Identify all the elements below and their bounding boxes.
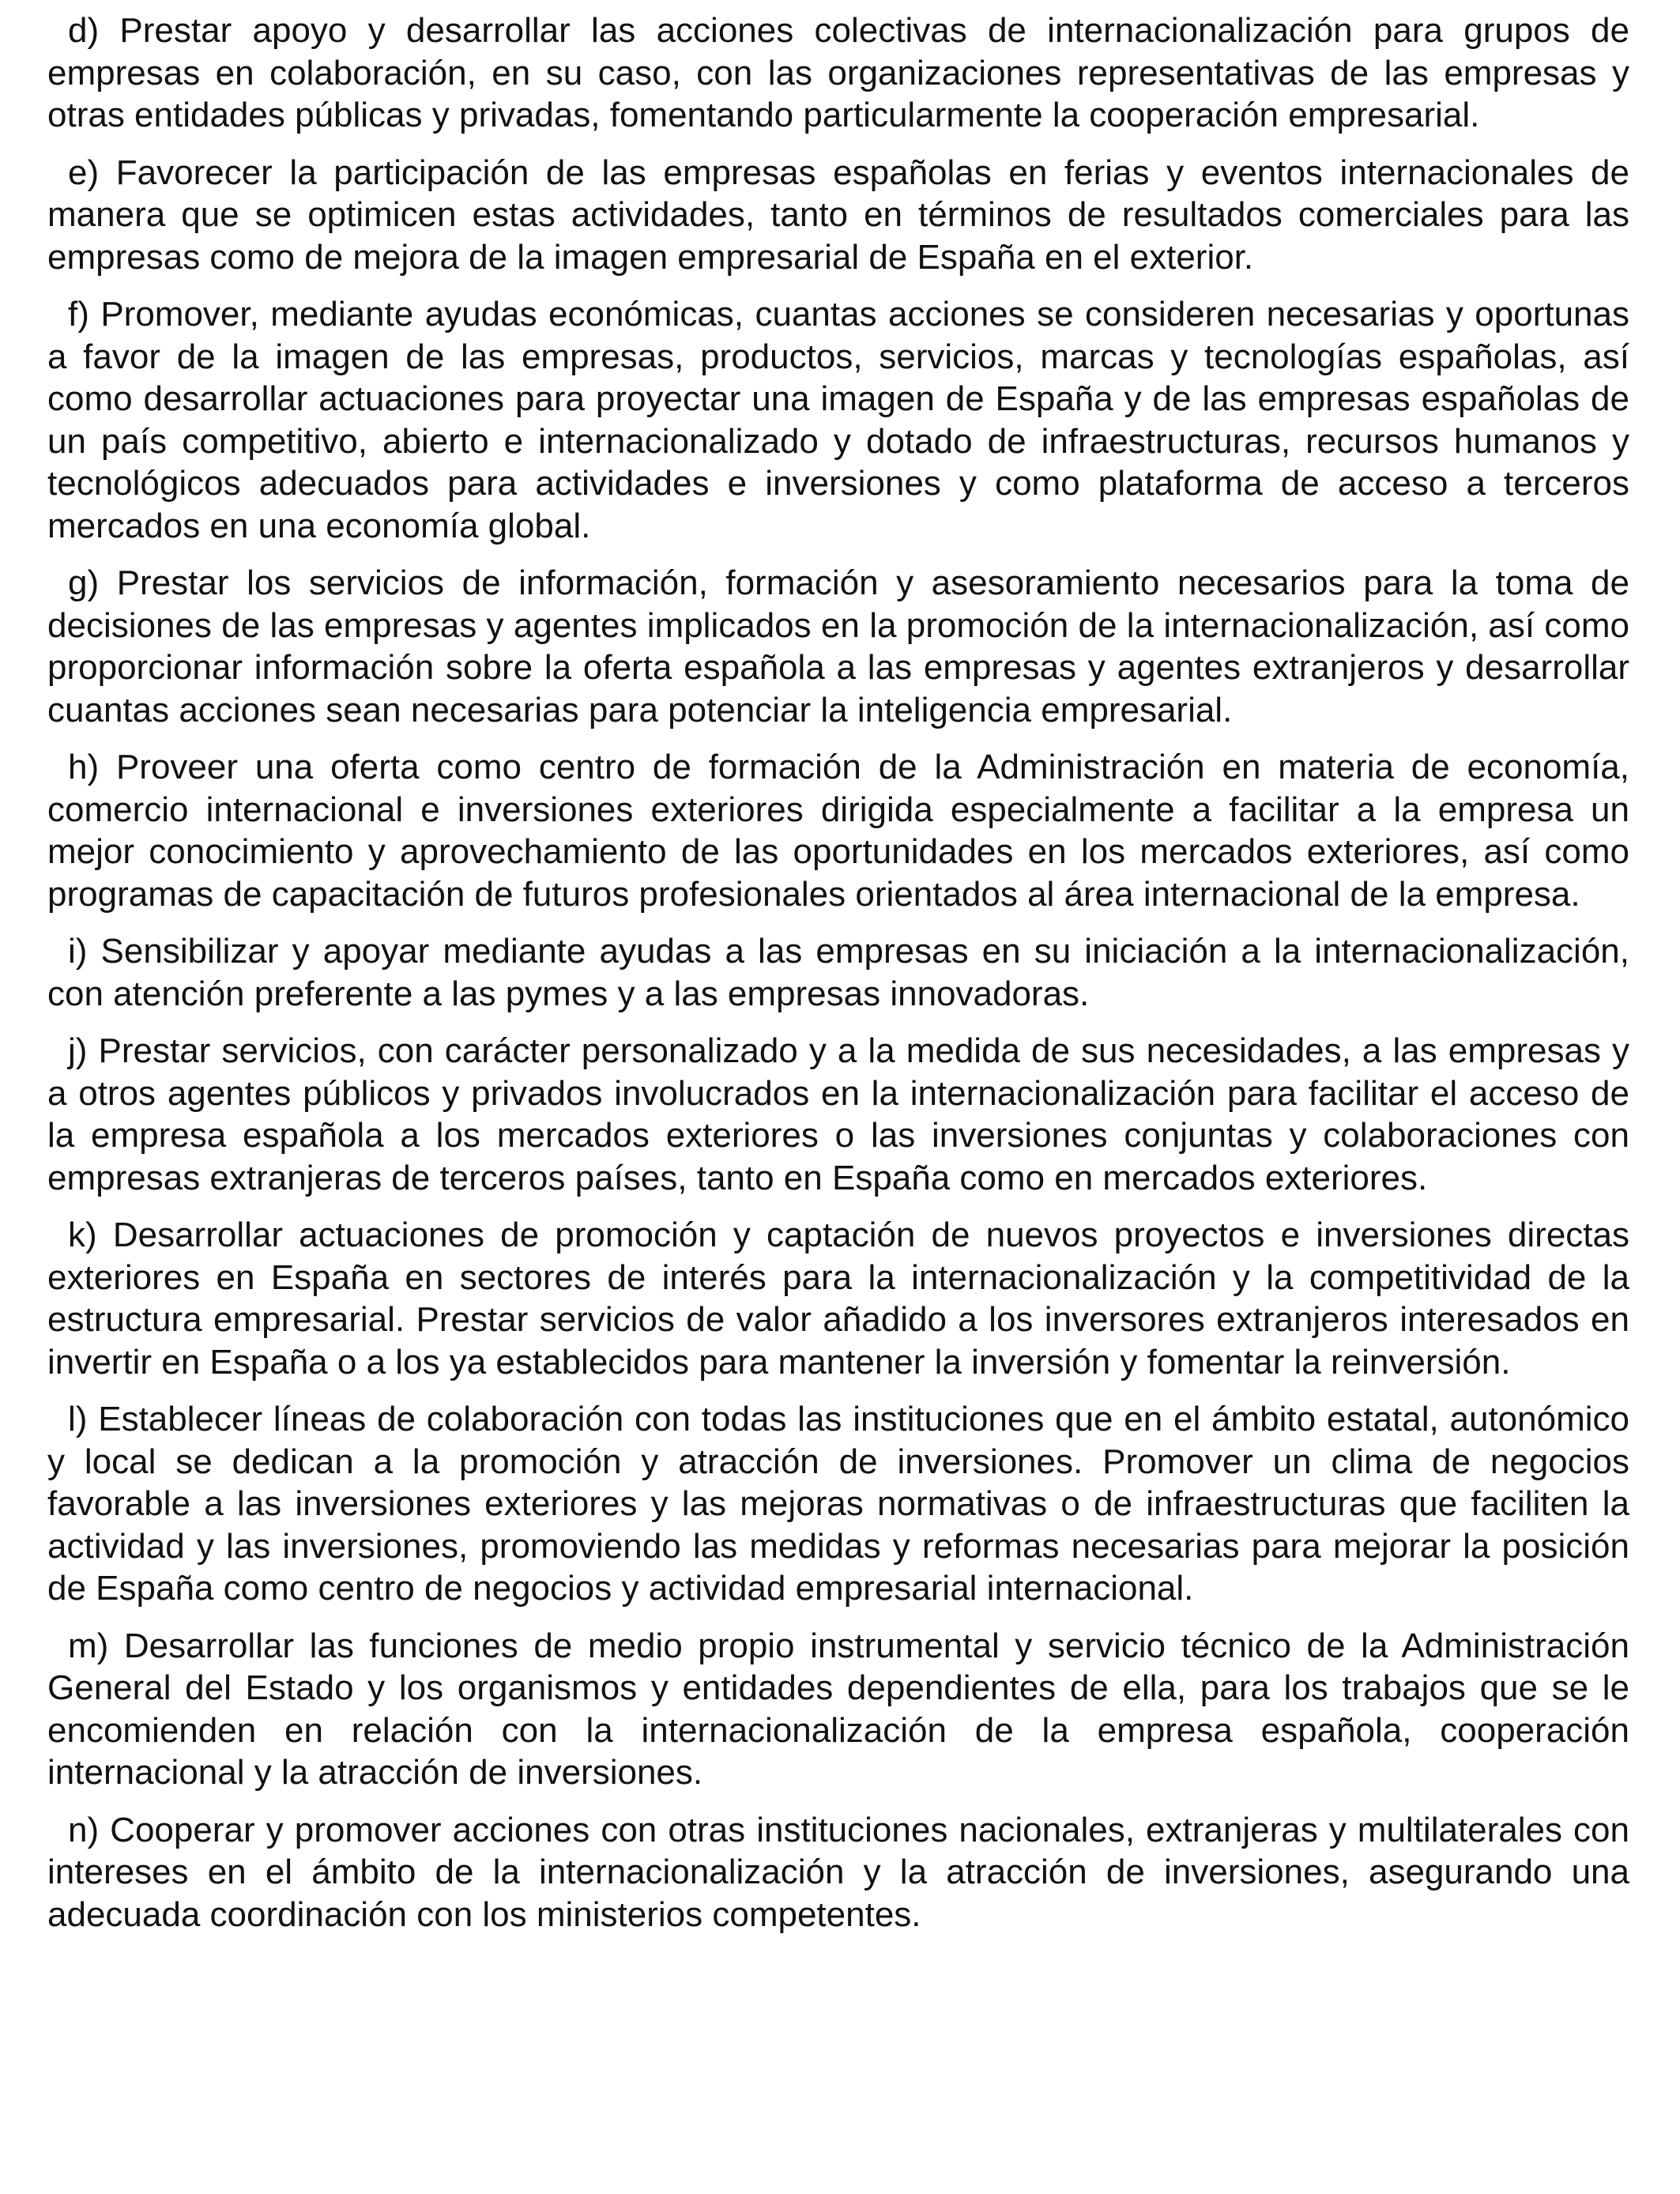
- item-label: j): [68, 1031, 88, 1070]
- paragraph-g: [47, 562, 1629, 731]
- item-text: Prestar los servicios de información, formación y asesoramiento necesarios para la toma de decisiones de las empresas y agentes implicados en la promoción de la internacionalización, así como proporcionar información sobre la oferta española a las empresas y agentes extranjeros y desarrollar cuantas acciones sean necesarias para potenciar la inteligencia empresarial.: [47, 564, 1629, 729]
- item-label: n): [68, 1810, 100, 1849]
- item-text: Sensibilizar y apoyar mediante ayudas a las empresas en su iniciación a la internacionalización, con atención preferente a las pymes y a las empresas innovadoras.: [47, 932, 1629, 1013]
- item-text: Desarrollar actuaciones de promoción y captación de nuevos proyectos e inversiones directas exteriores en España en sectores de interés para la internacionalización y la competitividad de la estructura empresarial. Prestar servicios de valor añadido a los inversores extranjeros interesados en invertir en España o a los ya establecidos para mantener la inversión y fomentar la reinversión.: [47, 1216, 1629, 1382]
- item-label: f): [68, 295, 89, 334]
- item-label: d): [68, 11, 100, 50]
- paragraph-j: [47, 1030, 1629, 1199]
- paragraph-h: [47, 746, 1629, 915]
- item-label: m): [68, 1626, 109, 1665]
- paragraph-d: [47, 9, 1629, 137]
- item-label: g): [68, 564, 100, 602]
- item-text: Proveer una oferta como centro de formación de la Administración en materia de economía, comercio internacional e inversiones exteriores dirigida especialmente a facilitar a la empresa un mejor conocimiento y aprovechamiento de las oportunidades en los mercados exteriores, así como programas de capacitación de futuros profesionales orientados al área internacional de la empresa.: [47, 748, 1629, 914]
- paragraph-l: [47, 1398, 1629, 1610]
- item-text: Cooperar y promover acciones con otras instituciones nacionales, extranjeras y multilaterales con intereses en el ámbito de la internacionalización y la atracción de inversiones, asegurando una adecuada coordinación con los ministerios competentes.: [47, 1810, 1629, 1934]
- paragraph-f: [47, 293, 1629, 547]
- item-text: Prestar servicios, con carácter personalizado y a la medida de sus necesidades, a las empresas y a otros agentes públicos y privados involucrados en la internacionalización para facilitar el acceso de la empresa española a los mercados exteriores o las inversiones conjuntas y colaboraciones con empresas extranjeras de terceros países, tanto en España como en mercados exteriores.: [47, 1031, 1629, 1197]
- paragraph-k: [47, 1214, 1629, 1383]
- item-label: i): [68, 932, 88, 971]
- paragraph-m: [47, 1625, 1629, 1794]
- item-label: h): [68, 748, 100, 786]
- item-text: Prestar apoyo y desarrollar las acciones colectivas de internacionalización para grupos de empresas en colaboración, en su caso, con las organizaciones representativas de las empresas y otras entidades públicas y privadas, fomentando particularmente la cooperación empresarial.: [47, 11, 1629, 134]
- item-label: k): [68, 1216, 97, 1254]
- paragraph-e: [47, 152, 1629, 279]
- paragraph-i: [47, 930, 1629, 1015]
- item-label: l): [68, 1400, 88, 1438]
- item-label: e): [68, 153, 100, 192]
- item-text: Establecer líneas de colaboración con todas las instituciones que en el ámbito estatal, autonómico y local se dedican a la promoción y atracción de inversiones. Promover un clima de negocios favorable a las inversiones exteriores y las mejoras normativas o de infraestructuras que faciliten la actividad y las inversiones, promoviendo las medidas y reformas necesarias para mejorar la posición de España como centro de negocios y actividad empresarial internacional.: [47, 1400, 1629, 1608]
- item-text: Favorecer la participación de las empresas españolas en ferias y eventos internacionales de manera que se optimicen estas actividades, tanto en términos de resultados comerciales para las empresas como de mejora de la imagen empresarial de España en el exterior.: [47, 153, 1629, 277]
- item-text: Desarrollar las funciones de medio propio instrumental y servicio técnico de la Administración General del Estado y los organismos y entidades dependientes de ella, para los trabajos que se le encomienden en relación con la internacionalización de la empresa española, cooperación internacional y la atracción de inversiones.: [47, 1626, 1629, 1792]
- item-text: Promover, mediante ayudas económicas, cuantas acciones se consideren necesarias y oportunas a favor de la imagen de las empresas, productos, servicios, marcas y tecnologías españolas, así como desarrollar actuaciones para proyectar una imagen de España y de las empresas españolas de un país competitivo, abierto e internacionalizado y dotado de infraestructuras, recursos humanos y tecnológicos adecuados para actividades e inversiones y como plataforma de acceso a terceros mercados en una economía global.: [47, 295, 1629, 545]
- document-page: [47, 9, 1629, 1951]
- paragraph-n: [47, 1809, 1629, 1936]
